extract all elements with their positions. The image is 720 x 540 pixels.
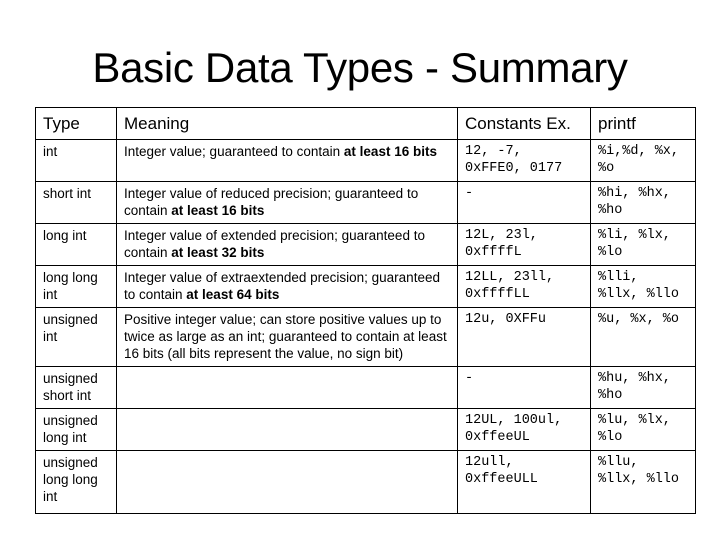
cell-constants: 12LL, 23ll, 0xffffLL (458, 266, 591, 308)
table-row (36, 451, 696, 514)
meaning-bold-text: at least 64 bits (186, 287, 280, 302)
table-row (36, 266, 696, 308)
cell-printf: %i,%d, %x, %o (591, 140, 696, 182)
meaning-text: Positive integer value; can store positive values up to twice as large as an int; guaranteed to contain at least 16 bits (all bits represent the value, no sign bit) (124, 312, 447, 361)
cell-printf: %li, %lx, %lo (591, 224, 696, 266)
cell-meaning (117, 140, 458, 182)
meaning-bold-text: at least 32 bits (171, 245, 265, 260)
cell-constants: - (458, 367, 591, 409)
header-printf: printf (591, 108, 696, 140)
cell-type: unsigned int (36, 308, 117, 367)
meaning-text: Integer value of extended precision; guaranteed to contain (124, 228, 425, 260)
table-row (36, 308, 696, 367)
cell-meaning (117, 409, 458, 451)
header-constants: Constants Ex. (458, 108, 591, 140)
cell-type: unsigned short int (36, 367, 117, 409)
header-meaning: Meaning (117, 108, 458, 140)
table-row (36, 140, 696, 182)
meaning-bold-text: at least 16 bits (343, 144, 437, 159)
cell-constants: 12u, 0XFFu (458, 308, 591, 367)
cell-meaning (117, 266, 458, 308)
cell-printf: %hi, %hx, %ho (591, 182, 696, 224)
cell-type: unsigned long int (36, 409, 117, 451)
slide-title: Basic Data Types - Summary (92, 44, 628, 91)
cell-meaning (117, 224, 458, 266)
cell-meaning (117, 367, 458, 409)
cell-type: unsigned long long int (36, 451, 117, 514)
data-types-table (35, 107, 696, 514)
cell-constants: 12L, 23l, 0xffffL (458, 224, 591, 266)
table-row (36, 224, 696, 266)
cell-printf: %llu, %llx, %llo (591, 451, 696, 514)
cell-type: int (36, 140, 117, 182)
cell-constants: - (458, 182, 591, 224)
cell-printf: %lu, %lx, %lo (591, 409, 696, 451)
cell-constants: 12ull, 0xffeeULL (458, 451, 591, 514)
table-row (36, 409, 696, 451)
cell-type: long long int (36, 266, 117, 308)
cell-meaning (117, 451, 458, 514)
cell-printf: %hu, %hx, %ho (591, 367, 696, 409)
table-row (36, 182, 696, 224)
table-header-row (36, 108, 696, 140)
cell-printf: %u, %x, %o (591, 308, 696, 367)
cell-printf: %lli, %llx, %llo (591, 266, 696, 308)
cell-type: long int (36, 224, 117, 266)
meaning-text: Integer value; guaranteed to contain (124, 144, 344, 159)
cell-meaning (117, 308, 458, 367)
cell-meaning (117, 182, 458, 224)
meaning-bold-text: at least 16 bits (171, 203, 265, 218)
meaning-text: Integer value of reduced precision; guaranteed to contain (124, 186, 419, 218)
meaning-text: Integer value of extraextended precision; guaranteed to contain (124, 270, 440, 302)
header-type: Type (36, 108, 117, 140)
table-row (36, 367, 696, 409)
cell-type: short int (36, 182, 117, 224)
cell-constants: 12, -7, 0xFFE0, 0177 (458, 140, 591, 182)
cell-constants: 12UL, 100ul, 0xffeeUL (458, 409, 591, 451)
